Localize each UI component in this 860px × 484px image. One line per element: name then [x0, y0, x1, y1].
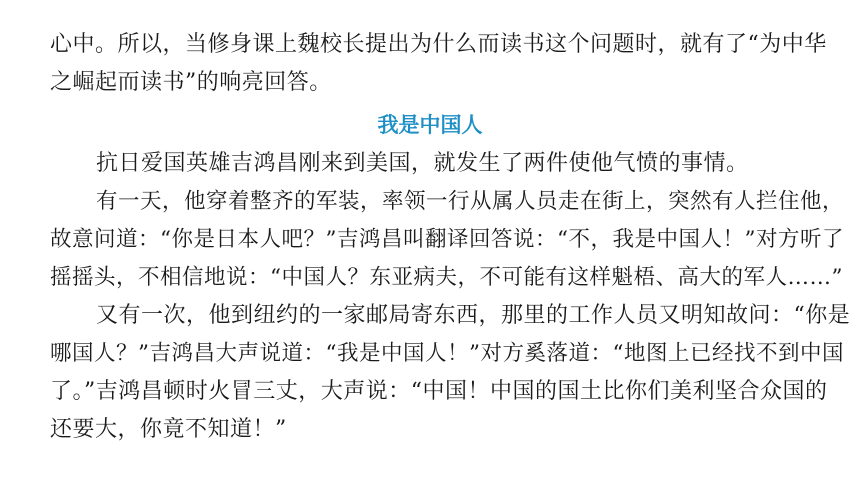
intro-line-1: 心中。所以，当修身课上魏校长提出为什么而读书这个问题时，就有了“为中华	[50, 32, 827, 57]
paragraph-1-line-1: 抗日爱国英雄吉鸿昌刚来到美国，就发生了两件使他气愤的事情。	[96, 151, 749, 176]
paragraph-2-line-3: 摇摇头，不相信地说：“中国人？东亚病夫，不可能有这样魁梧、高大的军人……”	[50, 265, 843, 290]
paragraph-3-line-1: 又有一次，他到纽约的一家邮局寄东西，那里的工作人员又明知故问：“你是	[96, 303, 851, 328]
intro-line-2: 之崛起而读书”的响亮回答。	[50, 70, 332, 95]
paragraph-3-line-3: 了。”吉鸿昌顿时火冒三丈，大声说：“中国！中国的国土比你们美利坚合众国的	[50, 379, 828, 404]
paragraph-3-line-4: 还要大，你竟不知道！”	[50, 417, 287, 442]
paragraph-2-line-2: 故意问道：“你是日本人吧？”吉鸿昌叫翻译回答说：“不，我是中国人！”对方听了	[50, 227, 844, 252]
paragraph-2-line-1: 有一天，他穿着整齐的军装，率领一行从属人员走在街上，突然有人拦住他，	[96, 189, 845, 214]
section-title: 我是中国人	[377, 113, 483, 137]
paragraph-3-line-2: 哪国人？”吉鸿昌大声说道：“我是中国人！”对方奚落道：“地图上已经找不到中国	[50, 341, 844, 366]
